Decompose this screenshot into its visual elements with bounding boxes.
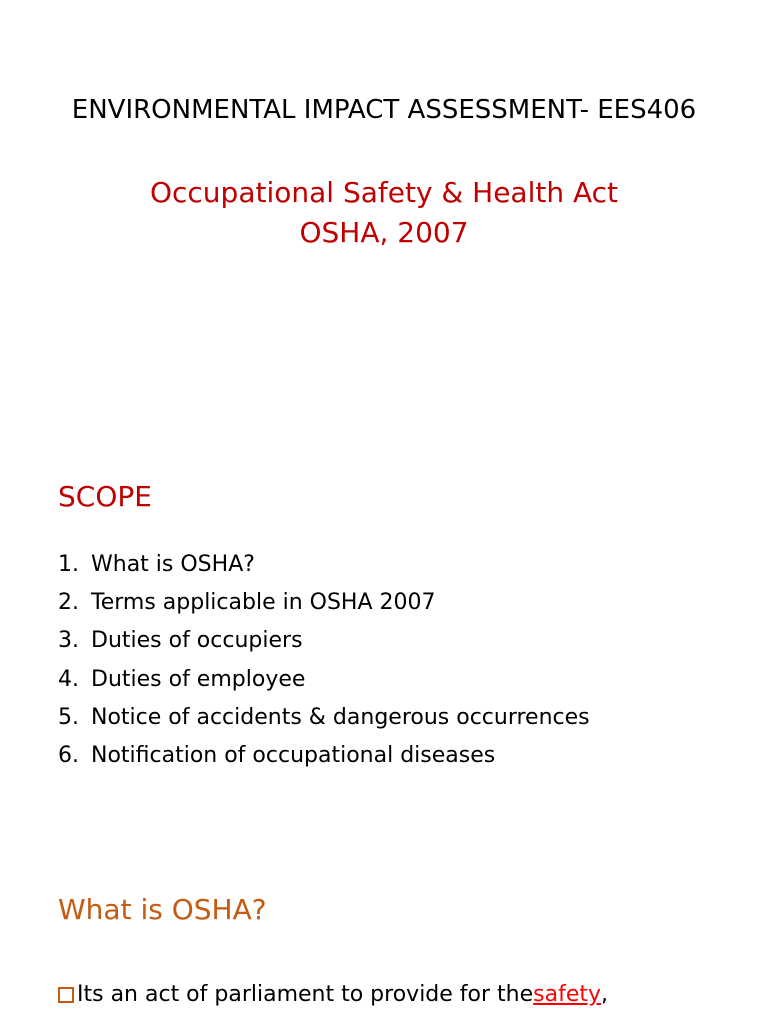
list-number: 3. <box>58 628 79 654</box>
scope-list <box>58 549 590 778</box>
act-year: OSHA, 2007 <box>299 216 469 249</box>
list-item <box>58 664 590 702</box>
act-title: Occupational Safety & Health Act <box>149 176 619 209</box>
list-number: 5. <box>58 704 79 730</box>
paragraph-comma: , <box>601 982 609 1007</box>
osha-definition-paragraph <box>58 982 608 1007</box>
list-item <box>58 740 590 778</box>
list-text: Notice of accidents & dangerous occurrences <box>91 704 590 730</box>
list-text: What is OSHA? <box>91 552 255 577</box>
highlight-safety: safety <box>533 982 602 1007</box>
what-is-osha-heading: What is OSHA? <box>58 893 267 926</box>
list-number: 4. <box>58 666 79 692</box>
checkbox-bullet-icon <box>58 987 74 1003</box>
list-number: 6. <box>58 742 79 768</box>
list-item <box>58 587 590 625</box>
list-item <box>58 702 590 740</box>
list-text: Duties of employee <box>91 666 306 692</box>
list-item <box>58 549 590 587</box>
list-number: 2. <box>58 590 79 616</box>
list-item <box>58 625 590 663</box>
list-text: Terms applicable in OSHA 2007 <box>91 590 436 616</box>
list-text: Notification of occupational diseases <box>91 742 496 768</box>
course-title: ENVIRONMENTAL IMPACT ASSESSMENT- EES406 <box>71 95 697 125</box>
list-number: 1. <box>58 552 79 577</box>
scope-heading: SCOPE <box>58 480 152 513</box>
paragraph-text: Its an act of parliament to provide for the <box>77 982 534 1007</box>
list-text: Duties of occupiers <box>91 628 303 654</box>
